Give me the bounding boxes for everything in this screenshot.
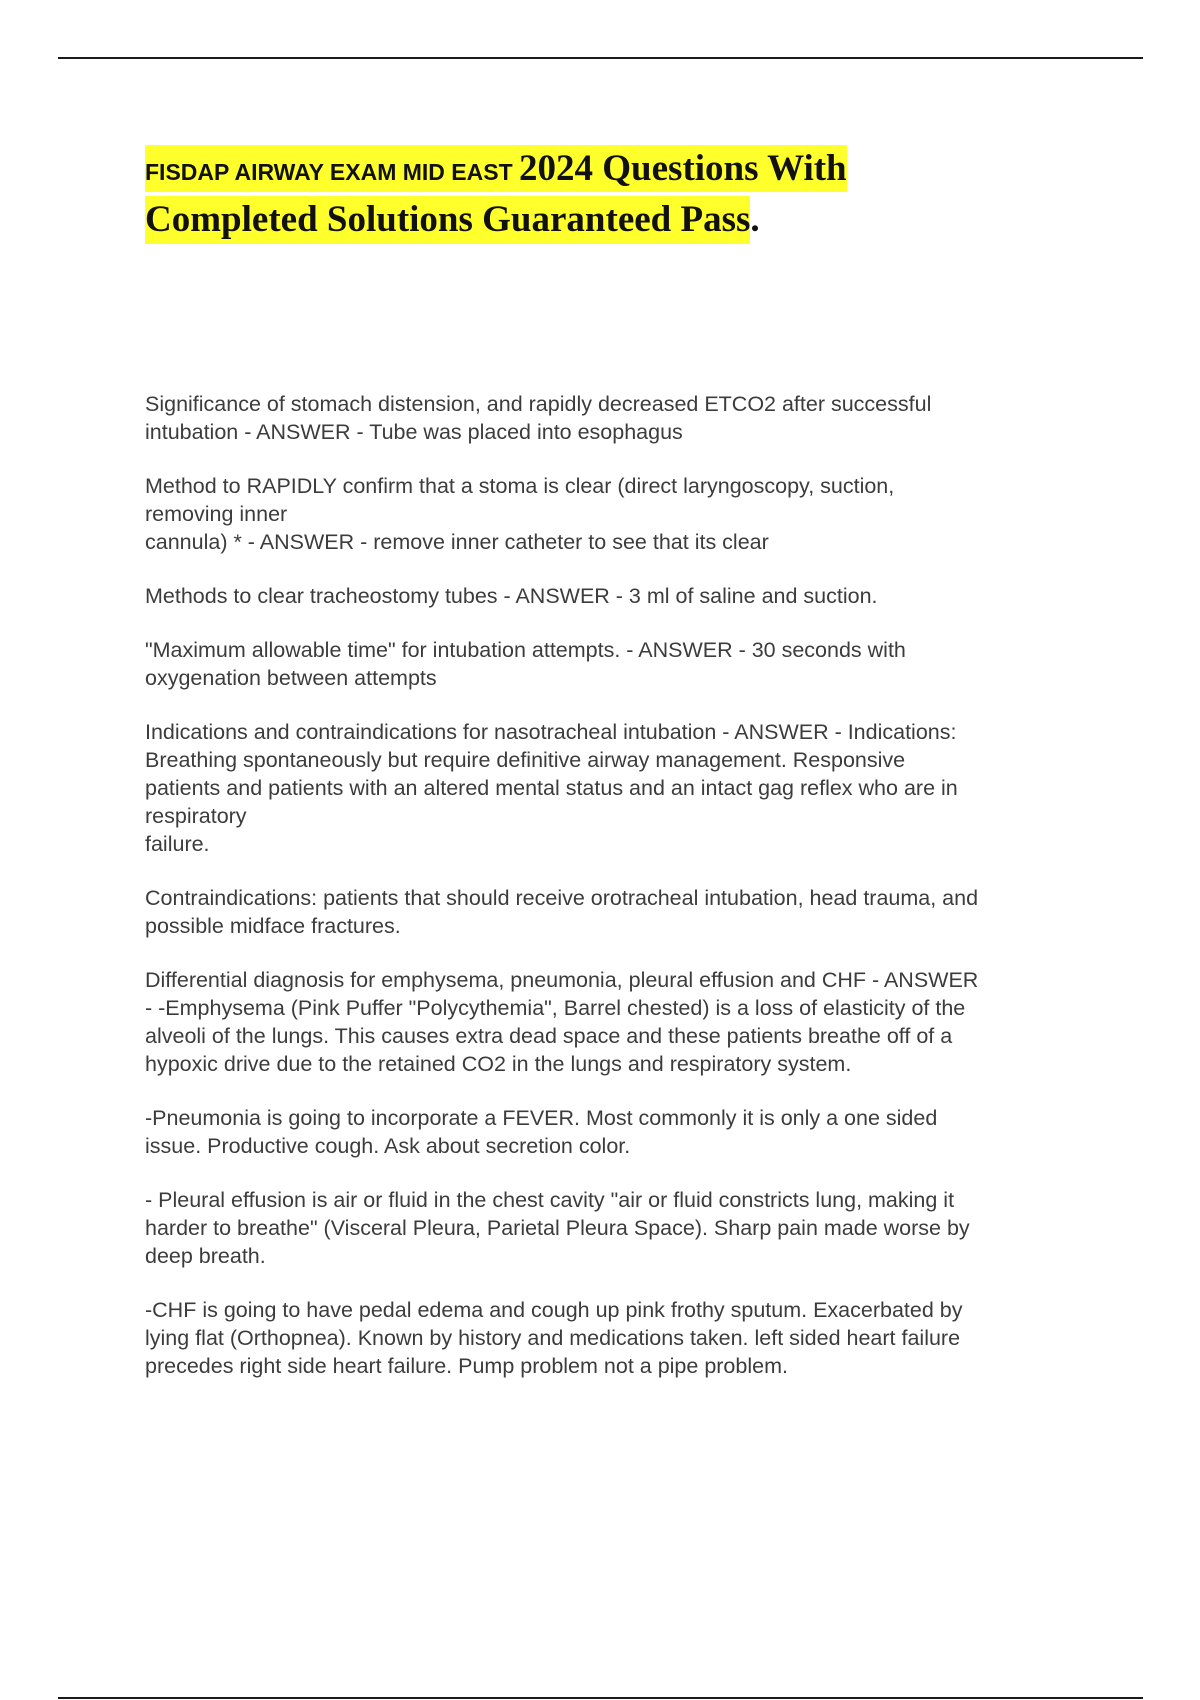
title-line-1	[145, 145, 847, 192]
title-sans-part: FISDAP AIRWAY EXAM MID EAST	[145, 159, 520, 185]
text-line: - -Emphysema (Pink Puffer "Polycythemia", Barrel chested) is a loss of elasticity of the	[145, 996, 966, 1020]
text-line: respiratory	[145, 804, 247, 828]
qa-item	[145, 582, 1090, 610]
text-line: failure.	[145, 832, 210, 856]
qa-item	[145, 884, 1090, 940]
text-line: Breathing spontaneously but require definitive airway management. Responsive	[145, 748, 906, 772]
text-line: deep breath.	[145, 1244, 266, 1268]
text-line: alveoli of the lungs. This causes extra dead space and these patients breathe off of a	[145, 1024, 953, 1048]
qa-item	[145, 1104, 1090, 1160]
qa-item	[145, 966, 1090, 1078]
bottom-rule	[58, 1697, 1143, 1699]
text-line: Methods to clear tracheostomy tubes - ANSWER - 3 ml of saline and suction.	[145, 584, 878, 608]
text-line: patients and patients with an altered mental status and an intact gag reflex who are in	[145, 776, 958, 800]
qa-item	[145, 1296, 1090, 1380]
title-serif-part-1: 2024 Questions With	[519, 148, 847, 189]
text-line: Indications and contraindications for nasotracheal intubation - ANSWER - Indications:	[145, 720, 957, 744]
text-line: Significance of stomach distension, and rapidly decreased ETCO2 after successful	[145, 392, 932, 416]
text-line: -Pneumonia is going to incorporate a FEVER. Most commonly it is only a one sided	[145, 1106, 938, 1130]
text-line: Contraindications: patients that should receive orotracheal intubation, head trauma, and	[145, 886, 979, 910]
text-line: intubation - ANSWER - Tube was placed into esophagus	[145, 420, 683, 444]
text-line: Differential diagnosis for emphysema, pneumonia, pleural effusion and CHF - ANSWER	[145, 968, 979, 992]
top-rule	[58, 57, 1143, 59]
text-line: Method to RAPIDLY confirm that a stoma is clear (direct laryngoscopy, suction,	[145, 474, 895, 498]
text-line: hypoxic drive due to the retained CO2 in the lungs and respiratory system.	[145, 1052, 852, 1076]
qa-item	[145, 636, 1090, 692]
title-line-2	[145, 196, 750, 244]
title-serif-part-2: Completed Solutions Guaranteed Pass	[145, 199, 751, 240]
text-line: -CHF is going to have pedal edema and cough up pink frothy sputum. Exacerbated by	[145, 1298, 963, 1322]
text-line: oxygenation between attempts	[145, 666, 437, 690]
qa-item	[145, 718, 1090, 858]
title-period: .	[750, 199, 760, 240]
text-line: removing inner	[145, 502, 288, 526]
text-line: lying flat (Orthopnea). Known by history and medications taken. left sided heart failure	[145, 1326, 961, 1350]
document-title	[145, 145, 1065, 244]
document-body	[145, 390, 1090, 1406]
text-line: cannula) * - ANSWER - remove inner catheter to see that its clear	[145, 530, 769, 554]
text-line: - Pleural effusion is air or fluid in the chest cavity "air or fluid constricts lung, making it	[145, 1188, 955, 1212]
text-line: harder to breathe" (Visceral Pleura, Parietal Pleura Space). Sharp pain made worse by	[145, 1216, 970, 1240]
text-line: issue. Productive cough. Ask about secretion color.	[145, 1134, 631, 1158]
qa-item	[145, 472, 1090, 556]
qa-item	[145, 1186, 1090, 1270]
text-line: "Maximum allowable time" for intubation attempts. - ANSWER - 30 seconds with	[145, 638, 906, 662]
text-line: possible midface fractures.	[145, 914, 401, 938]
text-line: precedes right side heart failure. Pump problem not a pipe problem.	[145, 1354, 788, 1378]
qa-item	[145, 390, 1090, 446]
